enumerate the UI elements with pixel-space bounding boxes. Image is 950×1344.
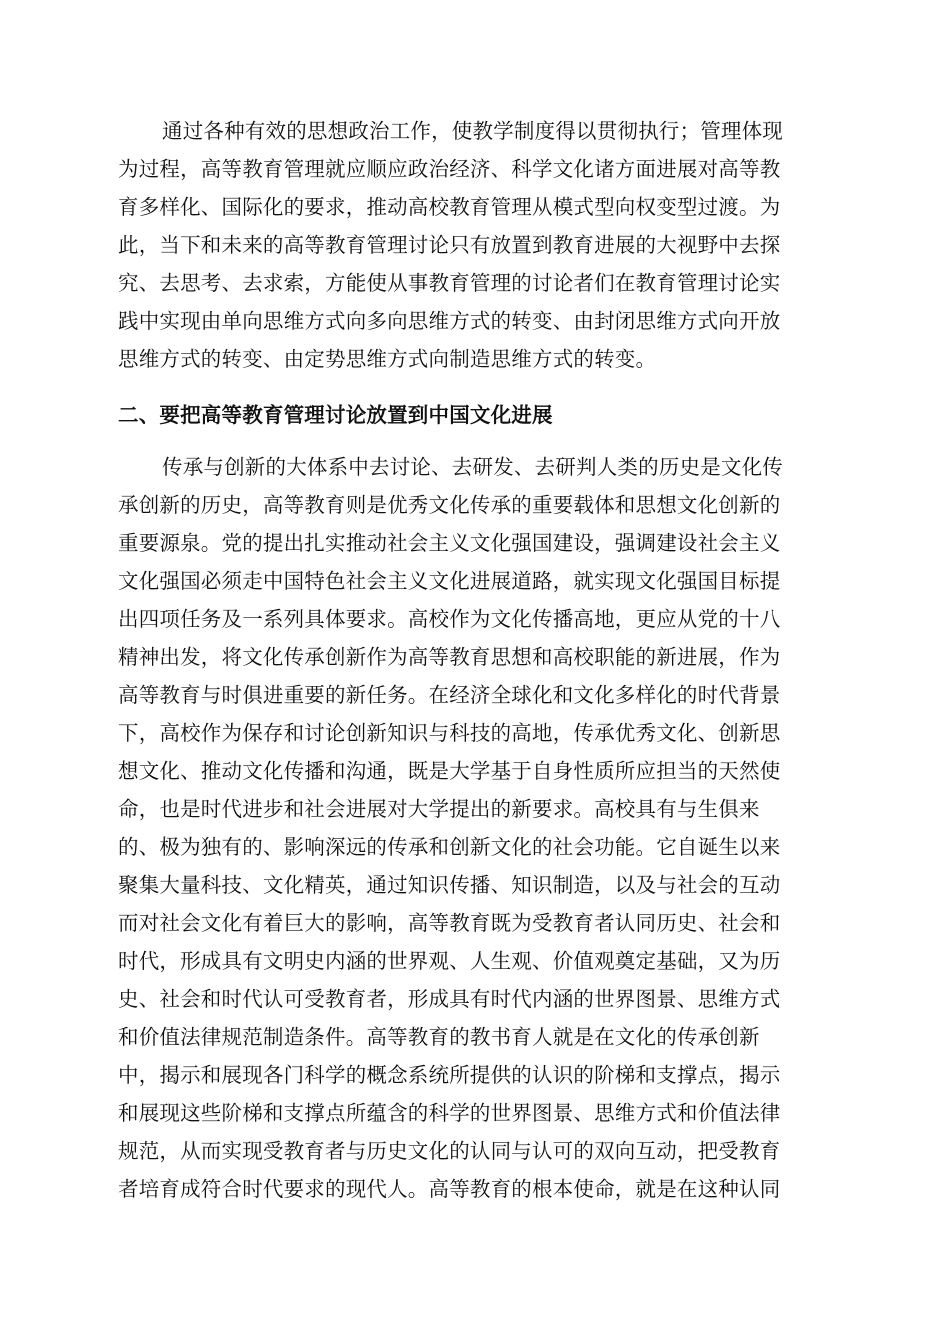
paragraph-line: 的、极为独有的、影响深远的传承和创新文化的社会功能。它自诞生以来 [118,835,781,859]
paragraph-line: 承创新的历史，高等教育则是优秀文化传承的重要载体和思想文化创新的 [118,493,781,517]
paragraph-line: 通过各种有效的思想政治工作，使教学制度得以贯彻执行；管理体现 [162,119,783,143]
paragraph-line: 时代，形成具有文明史内涵的世界观、人生观、价值观奠定基础，又为历 [118,949,781,973]
paragraph-line: 史、社会和时代认可受教育者，形成具有时代内涵的世界图景、思维方式 [118,987,781,1011]
paragraph-line: 精神出发，将文化传承创新作为高等教育思想和高校职能的新进展，作为 [118,645,781,669]
paragraph-line: 规范，从而实现受教育者与历史文化的认同与认可的双向互动，把受教育 [118,1139,781,1163]
paragraph-line: 践中实现由单向思维方式向多向思维方式的转变、由封闭思维方式向开放 [118,309,781,333]
paragraph-line: 思维方式的转变、由定势思维方式向制造思维方式的转变。 [118,347,657,371]
paragraph-line: 文化强国必须走中国特色社会主义文化进展道路，就实现文化强国目标提 [118,569,781,593]
paragraph-line: 究、去思考、去求索，方能使从事教育管理的讨论者们在教育管理讨论实 [118,271,781,295]
paragraph-line: 聚集大量科技、文化精英，通过知识传播、知识制造，以及与社会的互动 [118,873,781,897]
paragraph-line: 命，也是时代进步和社会进展对大学提出的新要求。高校具有与生俱来 [118,797,760,821]
paragraph-line: 此，当下和未来的高等教育管理讨论只有放置到教育进展的大视野中去探 [118,233,781,257]
paragraph-line: 重要源泉。党的提出扎实推动社会主义文化强国建设，强调建设社会主义 [118,531,781,555]
paragraph-line: 下，高校作为保存和讨论创新知识与科技的高地，传承优秀文化、创新思 [118,721,781,745]
paragraph-line: 高等教育与时俱进重要的新任务。在经济全球化和文化多样化的时代背景 [118,683,781,707]
paragraph-line: 和价值法律规范制造条件。高等教育的教书育人就是在文化的传承创新 [118,1025,760,1049]
paragraph-line: 和展现这些阶梯和支撑点所蕴含的科学的世界图景、思维方式和价值法律 [118,1101,781,1125]
paragraph-line: 育多样化、国际化的要求，推动高校教育管理从模式型向权变型过渡。为 [118,195,781,219]
paragraph-line: 传承与创新的大体系中去讨论、去研发、去研判人类的历史是文化传 [162,455,783,479]
section-heading: 二、要把高等教育管理讨论放置到中国文化进展 [118,403,553,427]
paragraph-line: 想文化、推动文化传播和沟通，既是大学基于自身性质所应担当的天然使 [118,759,781,783]
paragraph-line: 中，揭示和展现各门科学的概念系统所提供的认识的阶梯和支撑点，揭示 [118,1063,781,1087]
paragraph-line: 者培育成符合时代要求的现代人。高等教育的根本使命，就是在这种认同 [118,1177,781,1201]
paragraph-line: 出四项任务及一系列具体要求。高校作为文化传播高地，更应从党的十八 [118,607,781,631]
paragraph-line: 而对社会文化有着巨大的影响，高等教育既为受教育者认同历史、社会和 [118,911,781,935]
paragraph-line: 为过程，高等教育管理就应顺应政治经济、科学文化诸方面进展对高等教 [118,157,781,181]
